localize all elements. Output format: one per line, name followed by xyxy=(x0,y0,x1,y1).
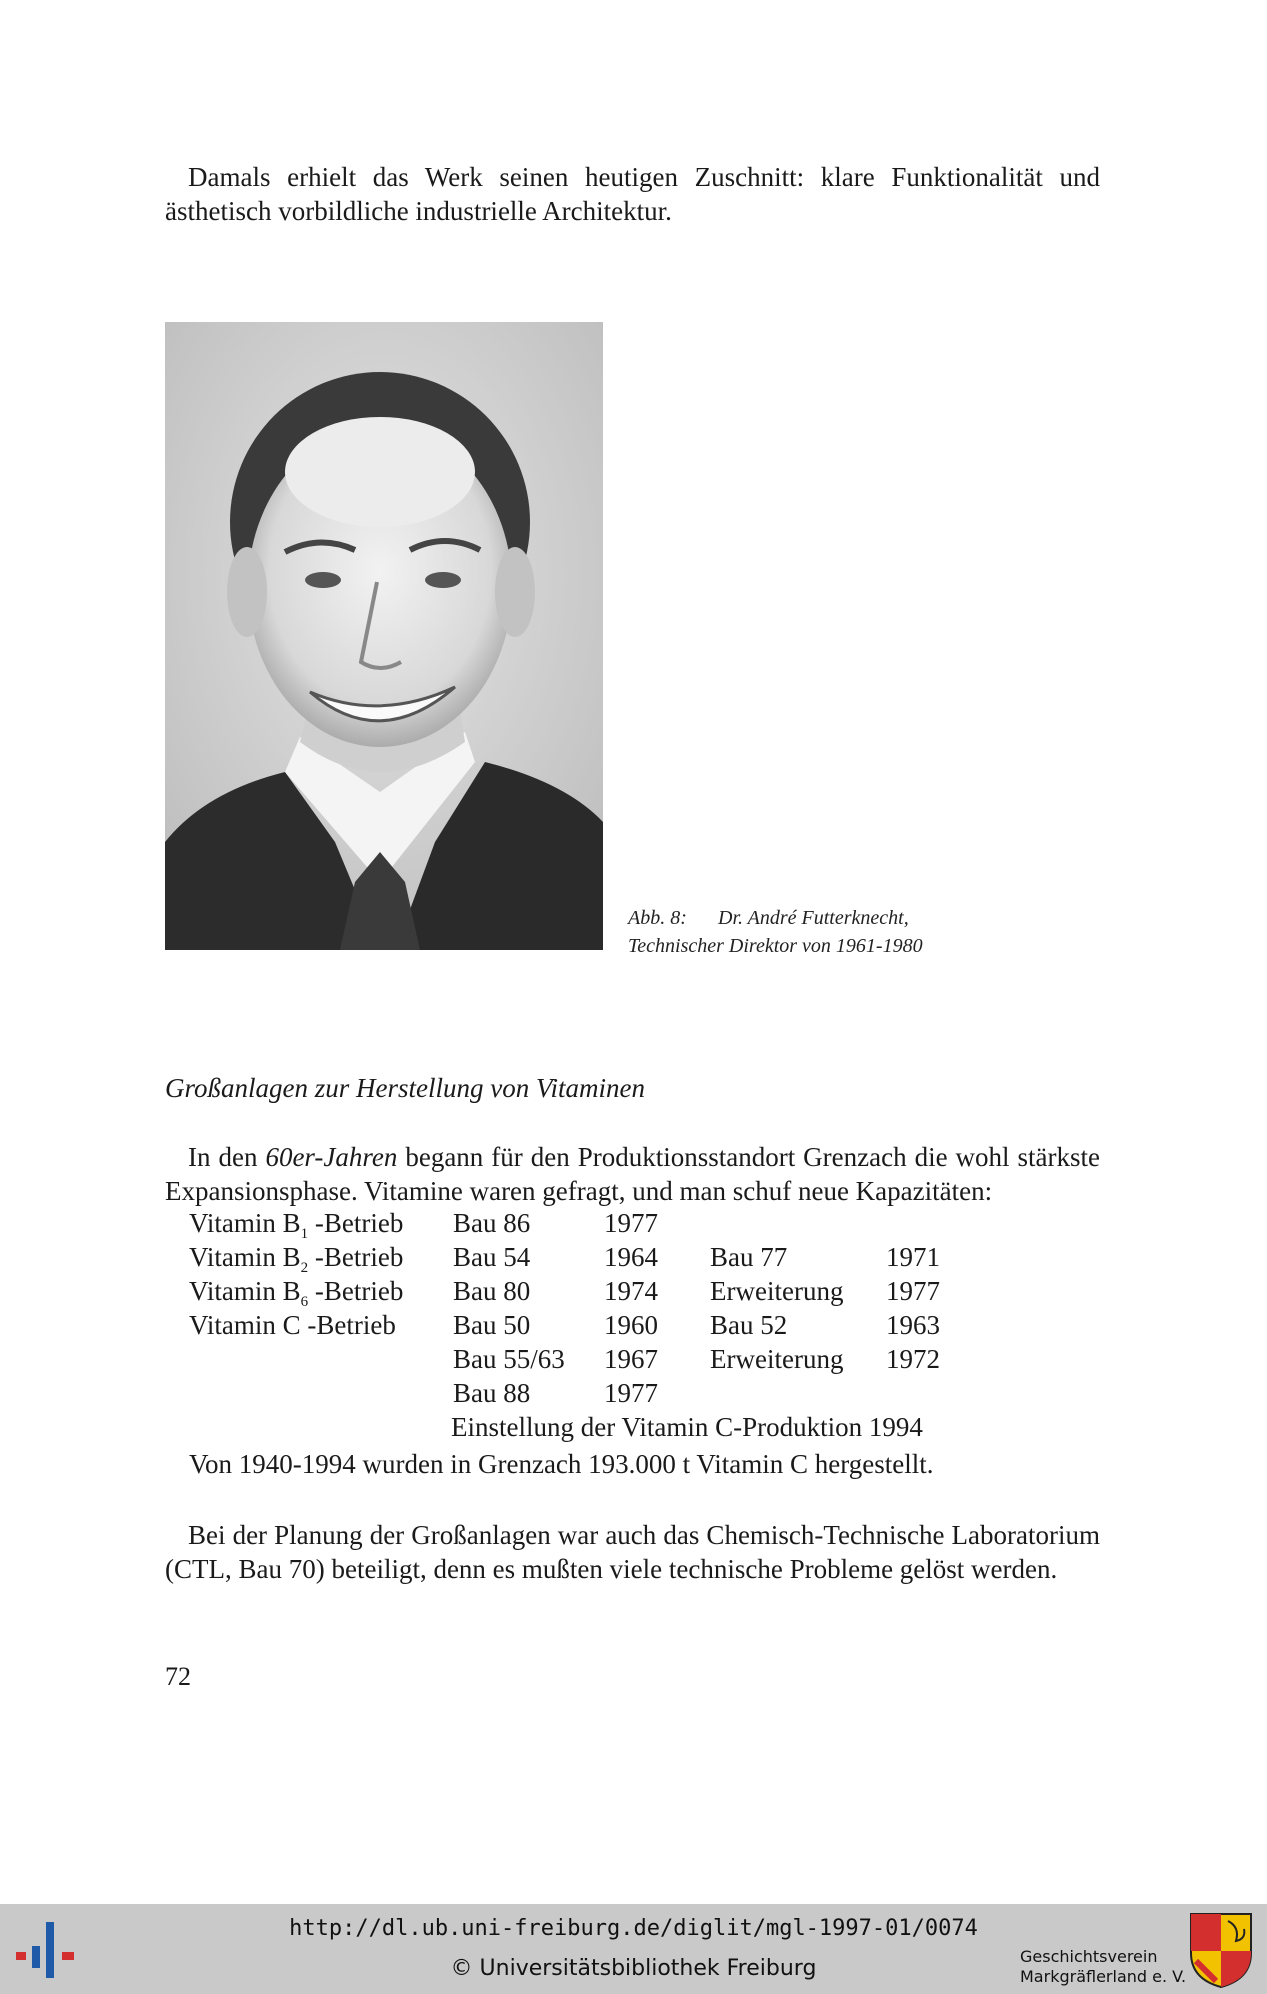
footer-society xyxy=(1020,1947,1186,1987)
figure-caption xyxy=(628,904,923,960)
paragraph2-rest: begann für den Produktionsstandort Grenzach die wohl stärkste Expansionsphase. Vitamine waren gefragt, und man schuf neue Kapazitäten: xyxy=(165,1142,1101,1206)
year2-cell: 1972 xyxy=(886,1344,940,1374)
caption-label: Abb. 8: xyxy=(628,907,687,929)
bau-cell: Bau 88 xyxy=(453,1378,531,1408)
year2-cell: 1977 xyxy=(886,1276,940,1306)
year2-cell: 1971 xyxy=(886,1242,940,1272)
vitamin-name: Vitamin $B_6$ -Betrieb xyxy=(189,1276,404,1310)
caption-name: Dr. André Futterknecht, xyxy=(718,907,909,929)
vitamin-name: Vitamin $B_2$ -Betrieb xyxy=(189,1242,404,1276)
section-heading: Großanlagen zur Herstellung von Vitaminen xyxy=(165,1073,645,1103)
year-cell: 1977 xyxy=(604,1208,658,1238)
year-cell: 1964 xyxy=(604,1242,658,1272)
paragraph-intro: Damals erhielt das Werk seinen heutigen Zuschnitt: klare Funktionalität und ästhetisch vorbildliche industrielle Architektur. xyxy=(165,162,1100,226)
society-line-1: Geschichtsverein xyxy=(1020,1947,1158,1966)
portrait-photo xyxy=(165,322,603,950)
society-line-2: Markgräflerland e. V. xyxy=(1020,1967,1187,1986)
year-cell: 1960 xyxy=(604,1310,658,1340)
year2-cell: 1963 xyxy=(886,1310,940,1340)
coat-of-arms-icon xyxy=(1188,1911,1254,1989)
caption-line-1 xyxy=(628,904,923,932)
year-cell: 1974 xyxy=(604,1276,658,1306)
footer-url-link[interactable]: http://dl.ub.uni-freiburg.de/diglit/mgl-1997-01/0074 xyxy=(289,1916,978,1941)
vitamin-name: Vitamin $B_1$ -Betrieb xyxy=(189,1208,404,1242)
paragraph-expansion xyxy=(165,1140,1100,1208)
portrait-image xyxy=(165,322,603,950)
year-cell: 1967 xyxy=(604,1344,658,1374)
vitamin-note: Einstellung der Vitamin C-Produktion 1994 xyxy=(451,1412,923,1442)
paragraph2-emph: 60er-Jahren xyxy=(265,1142,398,1172)
bau2-cell: Bau 77 xyxy=(710,1242,788,1272)
year-cell: 1977 xyxy=(604,1378,658,1408)
caption-role: Technischer Direktor von 1961-1980 xyxy=(628,935,923,957)
bau-cell: Bau 80 xyxy=(453,1276,531,1306)
paragraph-ctl: Bei der Planung der Großanlagen war auch das Chemisch-Technische Laboratorium (CTL, Bau 70) beteiligt, denn es mußten viele technische Probleme gelöst werden. xyxy=(165,1520,1100,1584)
page-number: 72 xyxy=(165,1662,191,1691)
bau-cell: Bau 55/63 xyxy=(453,1344,565,1374)
bau-cell: Bau 50 xyxy=(453,1310,531,1340)
bau-cell: Bau 54 xyxy=(453,1242,531,1272)
footer-copyright: © Universitätsbibliothek Freiburg xyxy=(450,1956,817,1981)
paragraph2-prefix: In den xyxy=(188,1142,258,1172)
bau-cell: Bau 86 xyxy=(453,1208,531,1238)
vitamin-summary: Von 1940-1994 wurden in Grenzach 193.000 t Vitamin C hergestellt. xyxy=(189,1449,934,1479)
bau2-cell: Erweiterung xyxy=(710,1344,844,1374)
footer-bar xyxy=(0,1904,1267,1994)
vitamin-name: Vitamin C -Betrieb xyxy=(189,1310,396,1340)
bau2-cell: Erweiterung xyxy=(710,1276,844,1306)
bau2-cell: Bau 52 xyxy=(710,1310,788,1340)
